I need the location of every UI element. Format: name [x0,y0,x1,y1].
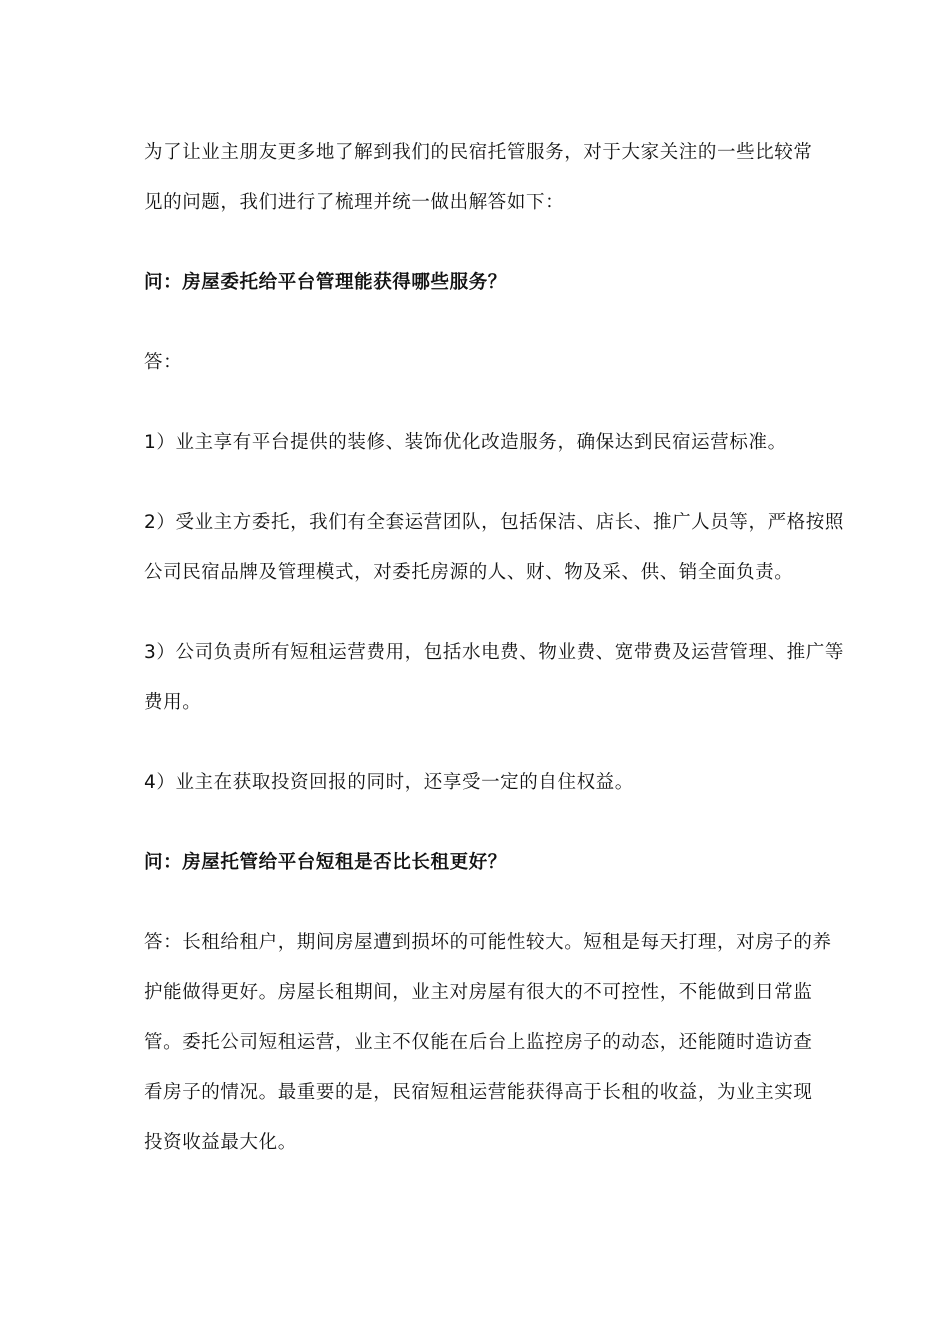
text-line: 4）业主在获取投资回报的同时，还享受一定的自住权益。 [144,772,634,793]
text-line: 管。委托公司短租运营，业主不仅能在后台上监控房子的动态，还能随时造访查 [144,1032,813,1053]
answer-item-2 [144,498,844,598]
text-line: 护能做得更好。房屋长租期间，业主对房屋有很大的不可控性，不能做到日常监 [144,982,813,1003]
text-line: 费用。 [144,692,202,713]
answer-item-3 [144,628,844,728]
text-line: 见的问题，我们进行了梳理并统一做出解答如下： [144,192,565,213]
intro-paragraph [144,128,824,228]
answer-2 [144,918,832,1168]
text-line: 答：长租给租户，期间房屋遭到损坏的可能性较大。短租是每天打理，对房子的养 [144,932,832,953]
text-line: 2）受业主方委托，我们有全套运营团队，包括保洁、店长、推广人员等，严格按照 [144,512,844,533]
question-heading: 问：房屋委托给平台管理能获得哪些服务？ [144,272,507,293]
question-heading: 问：房屋托管给平台短租是否比长租更好？ [144,852,507,873]
text-line: 3）公司负责所有短租运营费用，包括水电费、物业费、宽带费及运营管理、推广等 [144,642,844,663]
answer-item-1 [144,418,824,468]
text-line: 答： [144,352,183,373]
answer-label [144,338,824,388]
question-2 [144,838,824,888]
document-body [144,128,844,1198]
answer-item-4 [144,758,824,808]
text-line: 为了让业主朋友更多地了解到我们的民宿托管服务，对于大家关注的一些比较常 [144,142,813,163]
text-line: 1）业主享有平台提供的装修、装饰优化改造服务，确保达到民宿运营标准。 [144,432,787,453]
text-line: 投资收益最大化。 [144,1132,297,1153]
question-1 [144,258,824,308]
text-line: 看房子的情况。最重要的是，民宿短租运营能获得高于长租的收益，为业主实现 [144,1082,813,1103]
text-line: 公司民宿品牌及管理模式，对委托房源的人、财、物及采、供、销全面负责。 [144,562,794,583]
